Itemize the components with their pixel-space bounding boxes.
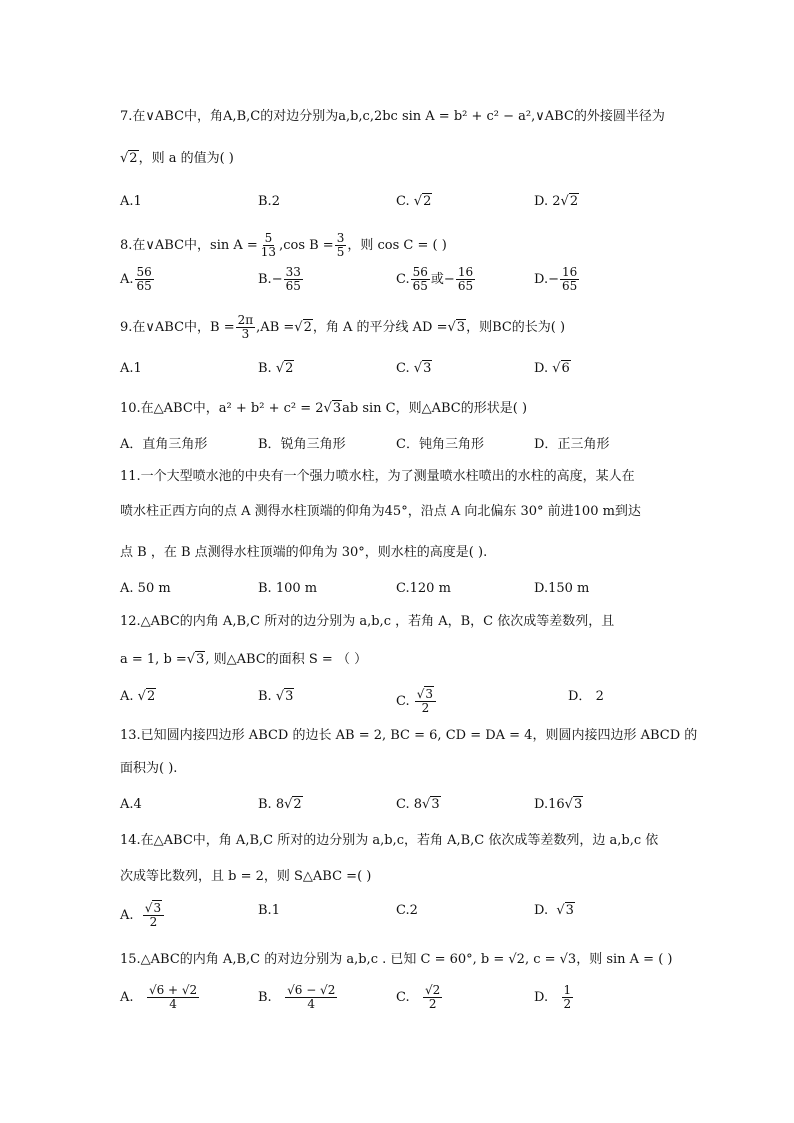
option-a[interactable]: A. √2	[120, 689, 156, 704]
option-d[interactable]: D. √6	[534, 361, 570, 376]
option-b[interactable]: B. 100 m	[258, 581, 318, 596]
q13-options	[120, 796, 680, 836]
q10-stem: 10.在△ABC中，a² + b² + c² = 2√3ab sin C，则△ABC的形状是( )	[120, 401, 528, 416]
option-c[interactable]: C. √3	[396, 361, 432, 376]
option-c[interactable]: C. 8 √3	[396, 797, 440, 812]
option-c[interactable]: C. $\frac{√3}{2}$	[396, 688, 437, 715]
q14-stem-line2: 次成等比数列，且 b = 2，则 S△ABC =( )	[120, 869, 372, 884]
option-c[interactable]: C. 2	[396, 903, 418, 918]
option-b[interactable]: B． 锐角三角形	[258, 437, 346, 452]
q7-stem-line2: √2，则 a 的值为( )	[120, 151, 234, 166]
option-a[interactable]: A． 直角三角形	[120, 437, 208, 452]
option-c[interactable]: C. √2	[396, 194, 432, 209]
option-d[interactable]: D. 16 √3	[534, 797, 583, 812]
option-b[interactable]: B. √3	[258, 689, 294, 704]
option-c[interactable]: C． 钝角三角形	[396, 437, 484, 452]
option-a[interactable]: A. 4	[120, 797, 142, 812]
option-b[interactable]: B. 2	[258, 194, 280, 209]
option-d[interactable]: D. $\frac{1}{2}$	[534, 983, 572, 1011]
q7-options	[120, 193, 680, 233]
sqrt-expression: √2	[120, 151, 138, 166]
q12-options	[120, 688, 680, 728]
option-c[interactable]: C. $\frac{√2}{2}$	[396, 983, 441, 1011]
q9-stem: 9.在∨ABC中，B = $\frac{2\pi}{3}$ ,AB = √2 ，角 A 的平分线 AD = √3 ，则BC的长为( )	[120, 313, 566, 341]
option-c[interactable]: C. 120 m	[396, 581, 451, 596]
option-d[interactable]: D. 150 m	[534, 581, 590, 596]
option-b[interactable]: B. 1	[258, 903, 280, 918]
q7-stem: 7.在∨ABC中，角A,B,C的对边分别为a,b,c,2bc sin A = b² + c² − a²,∨ABC的外接圆半径为	[120, 109, 665, 124]
q15-options	[120, 984, 680, 1024]
fraction: $\frac{5}{13}$	[260, 231, 277, 259]
q12-stem-line2: a = 1, b =√3, 则△ABC的面积 S = （ ）	[120, 652, 368, 667]
q12-stem: 12.△ABC的内角 A,B,C 所对的边分别为 a,b,c ，若角 A，B，C 依次成等差数列，且	[120, 614, 615, 629]
q14-options	[120, 902, 680, 942]
q8-options	[120, 266, 680, 306]
option-d[interactable]: D. √3	[534, 903, 574, 918]
q9-options	[120, 360, 680, 400]
option-b[interactable]: B. 8 √2	[258, 797, 302, 812]
option-d[interactable]: D． 2	[568, 689, 604, 704]
option-d[interactable]: D. 2 √2	[534, 194, 579, 209]
option-c[interactable]: C. $\frac{56}{65}$ 或− $\frac{16}{65}$	[396, 265, 474, 293]
q14-stem: 14.在△ABC中，角 A,B,C 所对的边分别为 a,b,c，若角 A,B,C 依次成等差数列，边 a,b,c 依	[120, 833, 659, 848]
fraction: $\frac{2\pi}{3}$	[237, 313, 254, 341]
option-b[interactable]: B. − $\frac{33}{65}$	[258, 265, 301, 293]
option-d[interactable]: D． 正三角形	[534, 437, 610, 452]
option-a[interactable]: A. 1	[120, 361, 142, 376]
q11-stem-line2: 喷水柱正西方向的点 A 测得水柱顶端的仰角为45°，沿点 A 向北偏东 30° 前进100 m到达	[120, 504, 641, 519]
fraction: $\frac{3}{5}$	[336, 231, 345, 259]
q13-stem-line2: 面积为( ).	[120, 761, 178, 776]
option-a[interactable]: A. $\frac{√3}{2}$	[120, 902, 165, 929]
option-a[interactable]: A. 50 m	[120, 581, 171, 596]
option-d[interactable]: D. − $\frac{16}{65}$	[534, 265, 578, 293]
option-a[interactable]: A. 1	[120, 194, 142, 209]
q11-stem: 11.一个大型喷水池的中央有一个强力喷水柱，为了测量喷水柱喷出的水柱的高度，某人在	[120, 469, 635, 484]
q15-stem: 15.△ABC的内角 A,B,C 的对边分别为 a,b,c . 已知 C = 60°, b = √2, c = √3，则 sin A = ( )	[120, 952, 673, 967]
q11-stem-line3: 点 B ，在 B 点测得水柱顶端的仰角为 30°，则水柱的高度是( ).	[120, 545, 488, 560]
option-a[interactable]: A. $\frac{√6 + √2}{4}$	[120, 983, 198, 1011]
option-b[interactable]: B. $\frac{√6 - √2}{4}$	[258, 983, 336, 1011]
q13-stem: 13.已知圆内接四边形 ABCD 的边长 AB = 2, BC = 6, CD = DA = 4，则圆内接四边形 ABCD 的	[120, 728, 698, 743]
option-b[interactable]: B. √2	[258, 361, 294, 376]
option-a[interactable]: A. $\frac{56}{65}$	[120, 265, 152, 293]
q8-stem: 8.在∨ABC中，sin A = $\frac{5}{13}$ ,cos B = $\frac{3}{5}$ ，则 cos C = ( )	[120, 231, 447, 259]
